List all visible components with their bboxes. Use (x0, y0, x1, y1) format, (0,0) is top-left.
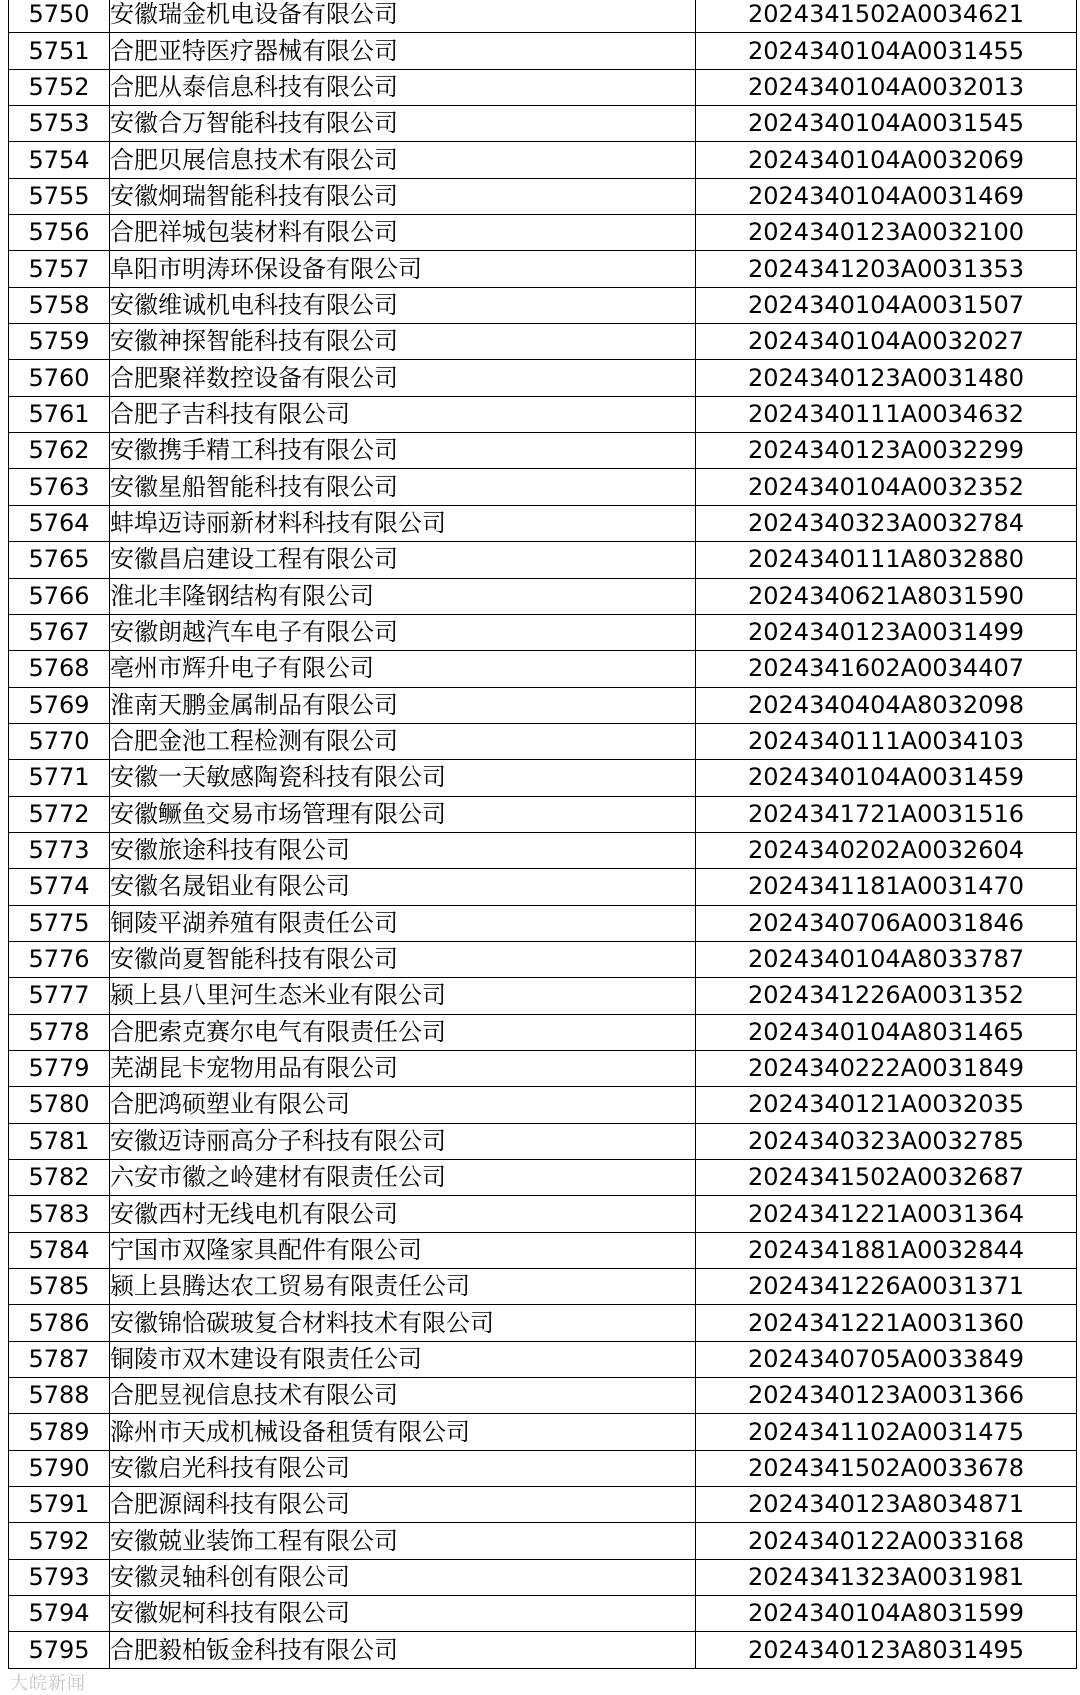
company-registry-table (8, 0, 1077, 1669)
company-name-cell: 安徽合万智能科技有限公司 (110, 106, 696, 142)
registration-code-cell: 2024341226A0031371 (696, 1269, 1077, 1305)
registration-code-cell: 2024340202A0032604 (696, 832, 1077, 868)
table-row (9, 832, 1077, 868)
registration-code-cell: 2024340111A8032880 (696, 542, 1077, 578)
table-row (9, 578, 1077, 614)
row-number-cell: 5782 (9, 1160, 110, 1196)
table-row (9, 978, 1077, 1014)
registration-code-cell: 2024340222A0031849 (696, 1050, 1077, 1086)
row-number-cell: 5783 (9, 1196, 110, 1232)
company-name-cell: 安徽西村无线电机有限公司 (110, 1196, 696, 1232)
registration-code-cell: 2024340323A0032784 (696, 505, 1077, 541)
registration-code-cell: 2024340706A0031846 (696, 905, 1077, 941)
registration-code-cell: 2024340621A8031590 (696, 578, 1077, 614)
company-name-cell: 六安市徽之岭建材有限责任公司 (110, 1160, 696, 1196)
registration-code-cell: 2024341602A0034407 (696, 651, 1077, 687)
table-row (9, 324, 1077, 360)
table-row (9, 1087, 1077, 1123)
company-name-cell: 颍上县腾达农工贸易有限责任公司 (110, 1269, 696, 1305)
table-row (9, 1160, 1077, 1196)
row-number-cell: 5764 (9, 505, 110, 541)
row-number-cell: 5792 (9, 1523, 110, 1559)
registration-code-cell: 2024340123A0031480 (696, 360, 1077, 396)
row-number-cell: 5793 (9, 1559, 110, 1595)
registration-code-cell: 2024341226A0031352 (696, 978, 1077, 1014)
row-number-cell: 5767 (9, 614, 110, 650)
registration-code-cell: 2024340104A0032027 (696, 324, 1077, 360)
row-number-cell: 5771 (9, 760, 110, 796)
company-name-cell: 颍上县八里河生态米业有限公司 (110, 978, 696, 1014)
registration-code-cell: 2024341881A0032844 (696, 1232, 1077, 1268)
table-row (9, 1632, 1077, 1668)
company-name-cell: 安徽妮柯科技有限公司 (110, 1596, 696, 1632)
table-row (9, 505, 1077, 541)
row-number-cell: 5778 (9, 1014, 110, 1050)
registration-code-cell: 2024340123A0031366 (696, 1378, 1077, 1414)
row-number-cell: 5773 (9, 832, 110, 868)
company-name-cell: 安徽一天敏感陶瓷科技有限公司 (110, 760, 696, 796)
registration-code-cell: 2024341502A0034621 (696, 0, 1077, 33)
company-name-cell: 宁国市双隆家具配件有限公司 (110, 1232, 696, 1268)
registration-code-cell: 2024340122A0033168 (696, 1523, 1077, 1559)
row-number-cell: 5761 (9, 396, 110, 432)
company-name-cell: 安徽旅途科技有限公司 (110, 832, 696, 868)
registration-code-cell: 2024340104A8031465 (696, 1014, 1077, 1050)
row-number-cell: 5758 (9, 287, 110, 323)
company-name-cell: 铜陵市双木建设有限责任公司 (110, 1341, 696, 1377)
company-name-cell: 安徽锦恰碳玻复合材料技术有限公司 (110, 1305, 696, 1341)
company-name-cell: 安徽兢业装饰工程有限公司 (110, 1523, 696, 1559)
table-row (9, 1378, 1077, 1414)
registration-code-cell: 2024340404A8032098 (696, 687, 1077, 723)
registration-code-cell: 2024341502A0033678 (696, 1450, 1077, 1486)
row-number-cell: 5753 (9, 106, 110, 142)
company-name-cell: 合肥毅柏钣金科技有限公司 (110, 1632, 696, 1668)
registration-code-cell: 2024340104A0032352 (696, 469, 1077, 505)
registration-code-cell: 2024341221A0031364 (696, 1196, 1077, 1232)
row-number-cell: 5756 (9, 215, 110, 251)
registration-code-cell: 2024340104A0031545 (696, 106, 1077, 142)
row-number-cell: 5755 (9, 178, 110, 214)
registration-code-cell: 2024340104A0031507 (696, 287, 1077, 323)
registration-code-cell: 2024341323A0031981 (696, 1559, 1077, 1595)
row-number-cell: 5790 (9, 1450, 110, 1486)
registration-code-cell: 2024340104A0031459 (696, 760, 1077, 796)
table-row (9, 251, 1077, 287)
company-name-cell: 合肥从泰信息科技有限公司 (110, 69, 696, 105)
company-name-cell: 蚌埠迈诗丽新材料科技有限公司 (110, 505, 696, 541)
company-name-cell: 合肥贝展信息技术有限公司 (110, 142, 696, 178)
table-row (9, 614, 1077, 650)
row-number-cell: 5768 (9, 651, 110, 687)
table-row (9, 723, 1077, 759)
company-name-cell: 合肥索克赛尔电气有限责任公司 (110, 1014, 696, 1050)
row-number-cell: 5770 (9, 723, 110, 759)
table-row (9, 1523, 1077, 1559)
table-row (9, 0, 1077, 33)
table-row (9, 1450, 1077, 1486)
company-name-cell: 合肥昱视信息技术有限公司 (110, 1378, 696, 1414)
registration-code-cell: 2024340121A0032035 (696, 1087, 1077, 1123)
row-number-cell: 5789 (9, 1414, 110, 1450)
company-name-cell: 合肥祥城包装材料有限公司 (110, 215, 696, 251)
company-name-cell: 阜阳市明涛环保设备有限公司 (110, 251, 696, 287)
company-name-cell: 安徽灵轴科创有限公司 (110, 1559, 696, 1595)
company-name-cell: 芜湖昆卡宠物用品有限公司 (110, 1050, 696, 1086)
table-row (9, 33, 1077, 69)
row-number-cell: 5776 (9, 941, 110, 977)
registration-code-cell: 2024340111A0034103 (696, 723, 1077, 759)
row-number-cell: 5794 (9, 1596, 110, 1632)
table-row (9, 1305, 1077, 1341)
table-row (9, 760, 1077, 796)
row-number-cell: 5791 (9, 1487, 110, 1523)
company-name-cell: 安徽鳜鱼交易市场管理有限公司 (110, 796, 696, 832)
row-number-cell: 5757 (9, 251, 110, 287)
table-row (9, 687, 1077, 723)
company-name-cell: 合肥聚祥数控设备有限公司 (110, 360, 696, 396)
table-row (9, 796, 1077, 832)
table-row (9, 396, 1077, 432)
table-row (9, 69, 1077, 105)
registration-code-cell: 2024340104A0031455 (696, 33, 1077, 69)
table-row (9, 1487, 1077, 1523)
company-name-cell: 合肥金池工程检测有限公司 (110, 723, 696, 759)
table-row (9, 178, 1077, 214)
company-name-cell: 安徽尚夏智能科技有限公司 (110, 941, 696, 977)
table-row (9, 215, 1077, 251)
company-name-cell: 合肥亚特医疗器械有限公司 (110, 33, 696, 69)
row-number-cell: 5760 (9, 360, 110, 396)
company-name-cell: 合肥子吉科技有限公司 (110, 396, 696, 432)
row-number-cell: 5784 (9, 1232, 110, 1268)
company-name-cell: 安徽朗越汽车电子有限公司 (110, 614, 696, 650)
company-name-cell: 合肥鸿硕塑业有限公司 (110, 1087, 696, 1123)
registration-code-cell: 2024341221A0031360 (696, 1305, 1077, 1341)
company-name-cell: 安徽昌启建设工程有限公司 (110, 542, 696, 578)
row-number-cell: 5750 (9, 0, 110, 33)
registration-code-cell: 2024341203A0031353 (696, 251, 1077, 287)
table-row (9, 1596, 1077, 1632)
row-number-cell: 5762 (9, 433, 110, 469)
company-name-cell: 安徽携手精工科技有限公司 (110, 433, 696, 469)
company-name-cell: 安徽迈诗丽高分子科技有限公司 (110, 1123, 696, 1159)
table-row (9, 433, 1077, 469)
row-number-cell: 5751 (9, 33, 110, 69)
row-number-cell: 5766 (9, 578, 110, 614)
company-name-cell: 安徽瑞金机电设备有限公司 (110, 0, 696, 33)
table-row (9, 142, 1077, 178)
company-name-cell: 安徽神探智能科技有限公司 (110, 324, 696, 360)
company-name-cell: 安徽启光科技有限公司 (110, 1450, 696, 1486)
registration-code-cell: 2024340123A0031499 (696, 614, 1077, 650)
company-name-cell: 合肥源阔科技有限公司 (110, 1487, 696, 1523)
table-row (9, 1014, 1077, 1050)
row-number-cell: 5788 (9, 1378, 110, 1414)
table-row (9, 941, 1077, 977)
row-number-cell: 5795 (9, 1632, 110, 1668)
table-row (9, 106, 1077, 142)
company-name-cell: 安徽星船智能科技有限公司 (110, 469, 696, 505)
registration-code-cell: 2024341181A0031470 (696, 869, 1077, 905)
table-row (9, 1559, 1077, 1595)
table-row (9, 469, 1077, 505)
company-name-cell: 铜陵平湖养殖有限责任公司 (110, 905, 696, 941)
table-row (9, 905, 1077, 941)
registration-code-cell: 2024340123A0032100 (696, 215, 1077, 251)
registration-code-cell: 2024341721A0031516 (696, 796, 1077, 832)
registration-code-cell: 2024341502A0032687 (696, 1160, 1077, 1196)
table-row (9, 1123, 1077, 1159)
table-row (9, 1196, 1077, 1232)
row-number-cell: 5774 (9, 869, 110, 905)
row-number-cell: 5779 (9, 1050, 110, 1086)
row-number-cell: 5780 (9, 1087, 110, 1123)
registration-code-cell: 2024340104A0031469 (696, 178, 1077, 214)
registration-code-cell: 2024340705A0033849 (696, 1341, 1077, 1377)
registration-code-cell: 2024340123A8031495 (696, 1632, 1077, 1668)
row-number-cell: 5777 (9, 978, 110, 1014)
table-row (9, 1341, 1077, 1377)
registration-code-cell: 2024340323A0032785 (696, 1123, 1077, 1159)
row-number-cell: 5754 (9, 142, 110, 178)
table-row (9, 1050, 1077, 1086)
table-row (9, 542, 1077, 578)
company-name-cell: 安徽名晟铝业有限公司 (110, 869, 696, 905)
registration-code-cell: 2024341102A0031475 (696, 1414, 1077, 1450)
company-name-cell: 亳州市辉升电子有限公司 (110, 651, 696, 687)
company-name-cell: 安徽炯瑞智能科技有限公司 (110, 178, 696, 214)
company-name-cell: 淮北丰隆钢结构有限公司 (110, 578, 696, 614)
table-row (9, 1232, 1077, 1268)
row-number-cell: 5763 (9, 469, 110, 505)
registration-code-cell: 2024340104A8031599 (696, 1596, 1077, 1632)
row-number-cell: 5752 (9, 69, 110, 105)
row-number-cell: 5769 (9, 687, 110, 723)
table-row (9, 1269, 1077, 1305)
watermark-text: 大皖新闻 (10, 1673, 86, 1694)
registration-code-cell: 2024340104A8033787 (696, 941, 1077, 977)
row-number-cell: 5781 (9, 1123, 110, 1159)
row-number-cell: 5787 (9, 1341, 110, 1377)
company-name-cell: 淮南天鹏金属制品有限公司 (110, 687, 696, 723)
table-row (9, 360, 1077, 396)
row-number-cell: 5785 (9, 1269, 110, 1305)
table-body (9, 0, 1077, 1668)
row-number-cell: 5772 (9, 796, 110, 832)
table-row (9, 869, 1077, 905)
registration-code-cell: 2024340104A0032069 (696, 142, 1077, 178)
table-row (9, 287, 1077, 323)
row-number-cell: 5765 (9, 542, 110, 578)
company-name-cell: 安徽维诚机电科技有限公司 (110, 287, 696, 323)
registration-code-cell: 2024340111A0034632 (696, 396, 1077, 432)
registration-code-cell: 2024340123A0032299 (696, 433, 1077, 469)
row-number-cell: 5786 (9, 1305, 110, 1341)
company-name-cell: 滁州市天成机械设备租赁有限公司 (110, 1414, 696, 1450)
row-number-cell: 5775 (9, 905, 110, 941)
registration-code-cell: 2024340123A8034871 (696, 1487, 1077, 1523)
row-number-cell: 5759 (9, 324, 110, 360)
table-row (9, 651, 1077, 687)
registration-code-cell: 2024340104A0032013 (696, 69, 1077, 105)
table-row (9, 1414, 1077, 1450)
